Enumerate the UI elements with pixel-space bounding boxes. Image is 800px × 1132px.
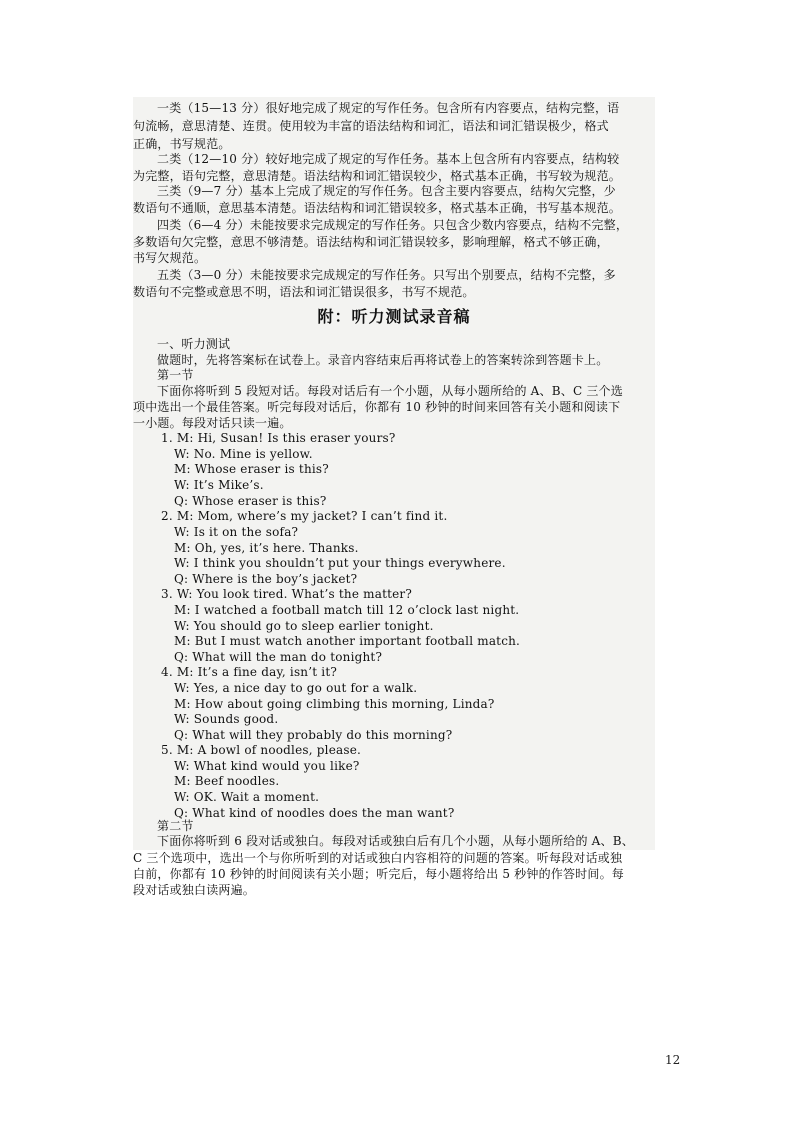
dialogue-line: 3. W: You look tired. What’s the matter?	[161, 587, 412, 601]
dialogue-line: Q: What will the man do tonight?	[174, 650, 383, 664]
instruction-line: 下面你将听到 6 段对话或独白。每段对话或独白后有几个小题，从每小题所给的 A、B、	[157, 834, 634, 848]
dialogue-line: 4. M: It’s a fine day, isn’t it?	[161, 665, 337, 679]
grading-line: 五类（3—0 分）未能按要求完成规定的写作任务。只写出个别要点，结构不完整，多	[157, 268, 616, 282]
section-heading: 第二节	[157, 819, 194, 833]
dialogue-line: W: It’s Mike’s.	[174, 478, 264, 492]
dialogue-line: W: OK. Wait a moment.	[174, 790, 320, 804]
instruction-line: 项中选出一个最佳答案。听完每段对话后，你都有 10 秒钟的时间来回答有关小题和阅读下	[133, 400, 621, 414]
scanned-page-content	[133, 97, 655, 850]
instruction-line: 一小题。每段对话只读一遍。	[133, 416, 292, 430]
dialogue-line: Q: Whose eraser is this?	[174, 494, 327, 508]
grading-line: 为完整，语句完整，意思清楚。语法结构和词汇错误较少，格式基本正确，书写较为规范。	[133, 169, 622, 183]
instruction-line: 段对话或独白读两遍。	[133, 883, 256, 897]
instruction-line: 白前，你都有 10 秒钟的时间阅读有关小题；听完后，每小题将给出 5 秒钟的作答时间。每	[133, 867, 624, 881]
grading-line: 数语句不完整或意思不明，语法和词汇错误很多，书写不规范。	[133, 285, 475, 299]
dialogue-line: 2. M: Mom, where’s my jacket? I can’t find it.	[161, 509, 448, 523]
grading-line: 正确，书写规范。	[133, 137, 231, 151]
page-number: 12	[665, 1053, 681, 1067]
section-heading: 第一节	[157, 368, 194, 382]
grading-line: 三类（9—7 分）基本上完成了规定的写作任务。包含主要内容要点，结构欠完整，少	[157, 184, 616, 198]
dialogue-line: W: Is it on the sofa?	[174, 525, 299, 539]
dialogue-line: W: You should go to sleep earlier tonight.	[174, 619, 434, 633]
dialogue-line: W: Yes, a nice day to go out for a walk.	[174, 681, 418, 695]
grading-line: 二类（12—10 分）较好地完成了规定的写作任务。基本上包含所有内容要点，结构较	[157, 152, 620, 166]
dialogue-line: W: I think you shouldn’t put your things everywhere.	[174, 556, 506, 570]
dialogue-line: W: No. Mine is yellow.	[174, 447, 313, 461]
instruction-line: 下面你将听到 5 段短对话。每段对话后有一个小题，从每小题所给的 A、B、C 三个选	[157, 384, 623, 398]
grading-line: 多数语句欠完整，意思不够清楚。语法结构和词汇错误较多，影响理解，格式不够正确，	[133, 235, 609, 249]
dialogue-line: 5. M: A bowl of noodles, please.	[161, 743, 362, 757]
dialogue-line: M: Oh, yes, it’s here. Thanks.	[174, 541, 359, 555]
instruction-line: C 三个选项中，选出一个与你所听到的对话或独白内容相符的问题的答案。听每段对话或独	[133, 851, 623, 865]
dialogue-line: W: What kind would you like?	[174, 759, 360, 773]
section-heading: 一、听力测试	[157, 337, 231, 351]
transcript-title: 附：听力测试录音稿	[317, 307, 471, 326]
grading-line: 句流畅，意思清楚、连贯。使用较为丰富的语法结构和词汇，语法和词汇错误极少，格式	[133, 119, 609, 133]
dialogue-line: M: Whose eraser is this?	[174, 462, 329, 476]
grading-line: 书写欠规范。	[133, 251, 207, 265]
dialogue-line: Q: Where is the boy’s jacket?	[174, 572, 358, 586]
dialogue-line: M: Beef noodles.	[174, 774, 280, 788]
dialogue-line: Q: What kind of noodles does the man want?	[174, 806, 455, 820]
grading-line: 数语句不通顺，意思基本清楚。语法结构和词汇错误较多，格式基本正确，书写基本规范。	[133, 201, 622, 215]
grading-line: 四类（6—4 分）未能按要求完成规定的写作任务。只包含少数内容要点，结构不完整，	[157, 218, 629, 232]
dialogue-line: W: Sounds good.	[174, 712, 279, 726]
dialogue-line: M: I watched a football match till 12 o’clock last night.	[174, 603, 520, 617]
instruction-line: 做题时，先将答案标在试卷上。录音内容结束后再将试卷上的答案转涂到答题卡上。	[157, 353, 609, 367]
dialogue-line: Q: What will they probably do this morning?	[174, 728, 453, 742]
dialogue-line: M: How about going climbing this morning, Linda?	[174, 697, 495, 711]
dialogue-line: 1. M: Hi, Susan! Is this eraser yours?	[161, 431, 396, 445]
dialogue-line: M: But I must watch another important football match.	[174, 634, 521, 648]
grading-line: 一类（15—13 分）很好地完成了规定的写作任务。包含所有内容要点，结构完整，语	[157, 101, 620, 115]
